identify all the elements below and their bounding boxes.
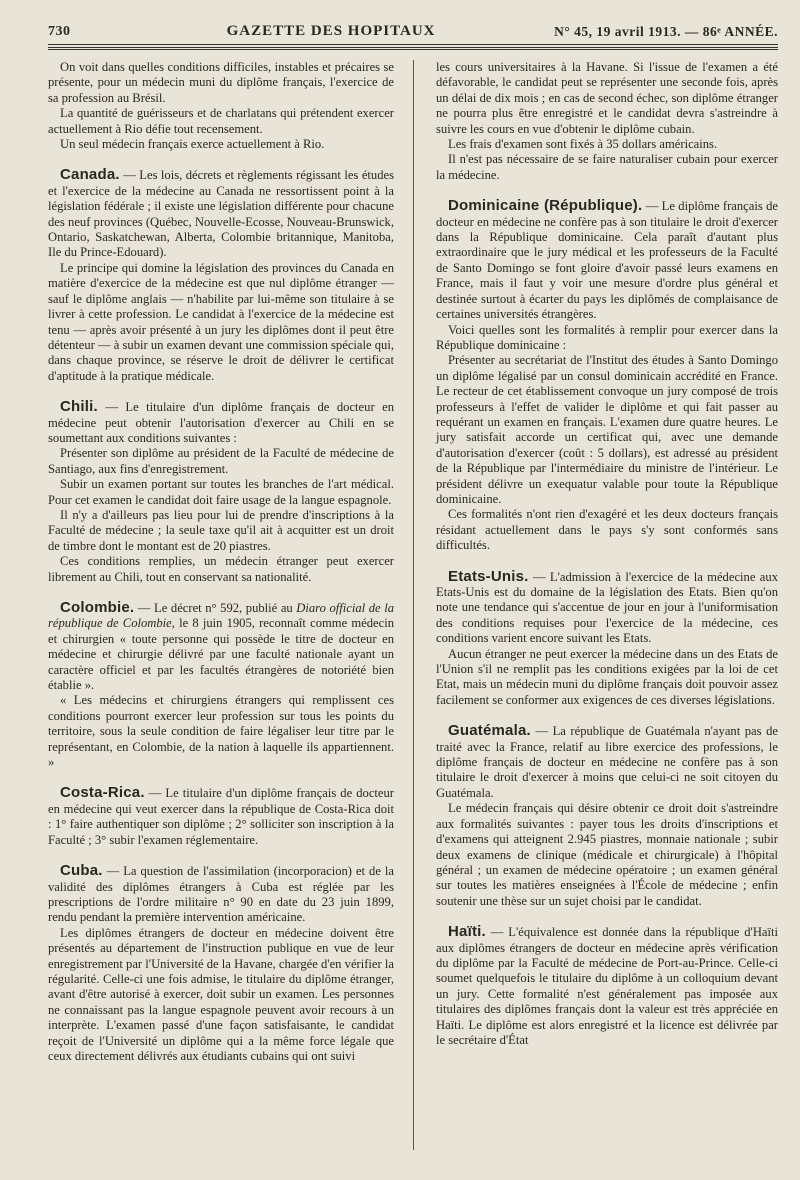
paragraph: Ces formalités n'ont rien d'exagéré et les deux docteurs français résidant actuellement dans le pays s'y sont conformés sans difficultés.	[436, 507, 778, 553]
paragraph: Un seul médecin français exerce actuellement à Rio.	[60, 137, 325, 152]
paragraph: On voit dans quelles conditions difficiles, instables et précaires se présente, pour un médecin muni du diplôme français, l'exercice de sa profession au Brésil.	[48, 60, 394, 105]
section-text: — La question de l'assimilation (incorporacion) et de la validité des diplômes étrangers à Cuba est réglée par les prescriptions de l'ordre militaire n° 90 en date du 23 juin 1899, rendu pendant la première intervention américaine.	[48, 864, 394, 925]
paragraph: les cours universitaires à la Havane. Si l'issue de l'examen a été défavorable, le candidat peut se représenter une seconde fois, après un délai de dix mois ; en cas de second échec, son diplôme étranger ne pourra plus être enregistré et le candidat devra s'astreindre à suivre les cours en vue d'obtenir le diplôme cubain.	[436, 60, 778, 136]
paragraph: Les frais d'examen sont fixés à 35 dollars américains.	[448, 137, 718, 152]
journal-citation: Diaro official de la république de Colombie,	[48, 601, 394, 631]
paragraph: « Les médecins et chirurgiens étrangers qui remplissent ces conditions pourront exercer leur profession sur tous les points du territoire, sous la seule condition de faire légaliser leur titre par le représentant, en Colombie, de la nation à laquelle ils appartiennent. »	[48, 693, 394, 770]
column-divider	[413, 60, 414, 1150]
paragraph: Présenter au secrétariat de l'Institut des études à Santo Domingo un diplôme légalisé par un consul dominicain accrédité en France. Le recteur de cet établissement convoque un jury composé de trois professeurs à l'effet de valider le diplôme et qui fait passer au requérant un examen en français. L'examen dure quatre heures. Le jury satisfait accorde un certificat qui, avec une demande d'autorisation d'exercer (coût : 5 dollars), est adressé au président de la République par l'intermédiaire du ministre de l'intérieur. Le président délivre un exequatur valable pour toute la République dominicaine.	[436, 353, 778, 506]
section-text: — Les lois, décrets et règlements régissant les études et l'exercice de la médecine au Canada ne ressortissent point à la législation fédérale ; il existe une législation différente pour chacune des neuf provinces (Québec, Nouvelle-Ecosse, Nouveau-Brunswick, Ontario, Saskatchewan, Alberta, Colombie britannique, Manitoba, Ile du Prince-Edouard).	[48, 168, 394, 260]
section-heading: Cuba.	[60, 862, 103, 880]
paragraph: Les diplômes étrangers de docteur en médecine doivent être présentés au département de l'instruction publique en vue de leur enregistrement par l'Université de la Havane, chargée d'en vérifier la régularité. Celle-ci une fois admise, le titulaire du diplôme étranger, avant d'être autorisé à exercer, doit subir un examen. Les personnes ne connaissant pas la langue espagnole peuvent avoir recours à un interprète. L'examen passé d'une façon satisfaisante, le candidat reçoit de l'Université un diplôme qui a la même force légale que ceux directement délivrés aux étudiants cubains qui ont suivi	[48, 925, 394, 1063]
section-haiti	[436, 924, 778, 1048]
section-heading: Haïti.	[448, 923, 486, 941]
paragraph: Voici quelles sont les formalités à remplir pour exercer dans la République dominicaine :	[436, 322, 778, 352]
section-text: le 8 juin 1905, reconnaît comme médecin et chirurgien « toute personne qui possède le titre de docteur en médecine et chirurgie délivré par une faculté nationale ayant un caractère officiel et par les facultés étrangères de notoriété bien établie ».	[48, 616, 394, 693]
paragraph: Ces conditions remplies, un médecin étranger peut exercer librement au Chili, tout en conservant sa nationalité.	[48, 554, 394, 584]
section-etats-unis	[436, 569, 778, 647]
left-column	[48, 60, 400, 1150]
section-heading: Canada.	[60, 166, 120, 184]
section-dominicaine	[436, 198, 778, 322]
paragraph: Il n'est pas nécessaire de se faire naturaliser cubain pour exercer la médecine.	[436, 152, 778, 182]
paragraph: Subir un examen portant sur toutes les branches de l'art médical. Pour cet examen le candidat doit faire usage de la langue espagnole.	[48, 477, 394, 507]
section-text: — L'admission à l'exercice de la médecine aux Etats-Unis est du domaine de la législation des Etats. Bien qu'on note une tendance qui s'accentue de jour en jour à l'uniformisation des conditions requises pour l'exercice de la médecine, ces conditions varient encore suivant les Etats.	[436, 569, 778, 646]
article-columns	[48, 60, 778, 1150]
right-column	[426, 60, 778, 1150]
section-heading: Etats-Unis.	[448, 567, 529, 585]
issue-info: N° 45, 19 avril 1913. — 86ᵉ ANNÉE.	[554, 24, 778, 39]
section-heading: Costa-Rica.	[60, 784, 145, 802]
journal-title: GAZETTE DES HOPITAUX	[226, 23, 436, 39]
section-canada	[48, 167, 394, 260]
section-cuba	[48, 863, 394, 926]
paragraph: Le principe qui domine la législation des provinces du Canada en matière d'exercice de la médecine est que nul diplôme étranger — sauf le diplôme anglais — n'habilite par lui-même son titulaire à se livrer à cette profession. Le candidat à l'exercice de la médecine est tenu — après avoir présenté à un jury les diplômes dont il peut être détenteur — à subir un examen devant une commission spéciale qui, dans chaque province, se réserve le droit de délivrer le certificat d'aptitude à la pratique médicale.	[48, 260, 394, 383]
paragraph: Présenter son diplôme au président de la Faculté de médecine de Santiago, aux fins d'enregistrement.	[48, 446, 394, 476]
section-text: — Le titulaire d'un diplôme français de docteur en médecine qui veut exercer dans la république de Costa-Rica doit : 1° faire authentiquer son diplôme ; 2° solliciter son inscription à la Faculté ; 3° subir l'examen réglementaire.	[48, 786, 394, 847]
header-rule	[48, 44, 778, 45]
section-heading: Guatémala.	[448, 722, 531, 740]
paragraph: Le médecin français qui désire obtenir ce droit doit s'astreindre aux formalités suivantes : payer tous les droits d'inscriptions et d'examens qui atteignent 2.945 piastres, monnaie nationale ; subir deux examens de clinique (médicale et chirurgicale) à l'hôpital général ; un examen de médecine opératoire ; un examen général sur toutes les matières enseignées à l'École de médecine ; enfin soutenir une thèse sur un sujet choisi par le candidat.	[436, 801, 778, 908]
header-double-rule	[48, 47, 778, 50]
section-text: — Le diplôme français de docteur en médecine ne confère pas à son titulaire le droit d'exercer dans la République dominicaine. Cela paraît d'autant plus extraordinaire que le jury médical et les professeurs de la Faculté de Santo Domingo se font gloire d'avoir passé leurs examens en France, mais il faut y voir une mesure d'ordre plus général et destinée surtout à écarter du pays les diplômés de complaisance de certaines universités étrangères.	[436, 199, 778, 322]
section-colombie	[48, 600, 394, 693]
page-number: 730	[48, 24, 71, 39]
section-text: — La république de Guatémala n'ayant pas de traité avec la France, relatif au libre exercice des professions, le diplôme français de docteur en médecine ne confère pas à son titulaire le droit d'exercer à moins que celui-ci ne soit citoyen du Guatémala.	[436, 724, 778, 800]
paragraph: La quantité de guérisseurs et de charlatans qui prétendent exercer actuellement à Rio défie tout recensement.	[48, 106, 394, 136]
section-text: — Le titulaire d'un diplôme français de docteur en médecine peut obtenir l'autorisation d'exercer au Chili en se soumettant aux conditions suivantes :	[48, 400, 394, 445]
section-costa-rica	[48, 785, 394, 848]
section-text: — Le décret n° 592, publié au	[134, 601, 297, 615]
section-heading: Chili.	[60, 398, 98, 416]
section-text: — L'équivalence est donnée dans la république d'Haïti aux diplômes étrangers de docteur en médecine après vérification du diplôme par la Faculté de médecine de Port-au-Prince. Celle-ci soumet quelquefois le titulaire du diplôme à un colloquium devant un jury. Cette formalité n'est généralement pas imposée aux titulaires des diplômes français dont la valeur est très appréciée en Haïti. Le diplôme est alors enregistré et la licence est délivrée par le secrétaire d'État	[436, 925, 778, 1047]
running-header	[48, 0, 778, 44]
section-heading: Colombie.	[60, 599, 135, 616]
paragraph: Aucun étranger ne peut exercer la médecine dans un des Etats de l'Union s'il ne remplit pas les conditions exigées par la loi de cet Etat, mais un médecin muni du diplôme français doit pouvoir assez facilement se conformer aux exigences de ces diverses législations.	[436, 646, 778, 707]
section-heading: Dominicaine (République).	[448, 197, 643, 215]
paragraph: Il n'y a d'ailleurs pas lieu pour lui de prendre d'inscriptions à la Faculté de médecine ; la seule taxe qu'il ait à acquitter est un droit de timbre dont le montant est de 20 piastres.	[48, 507, 394, 553]
section-guatemala	[436, 723, 778, 801]
section-chili	[48, 399, 394, 446]
